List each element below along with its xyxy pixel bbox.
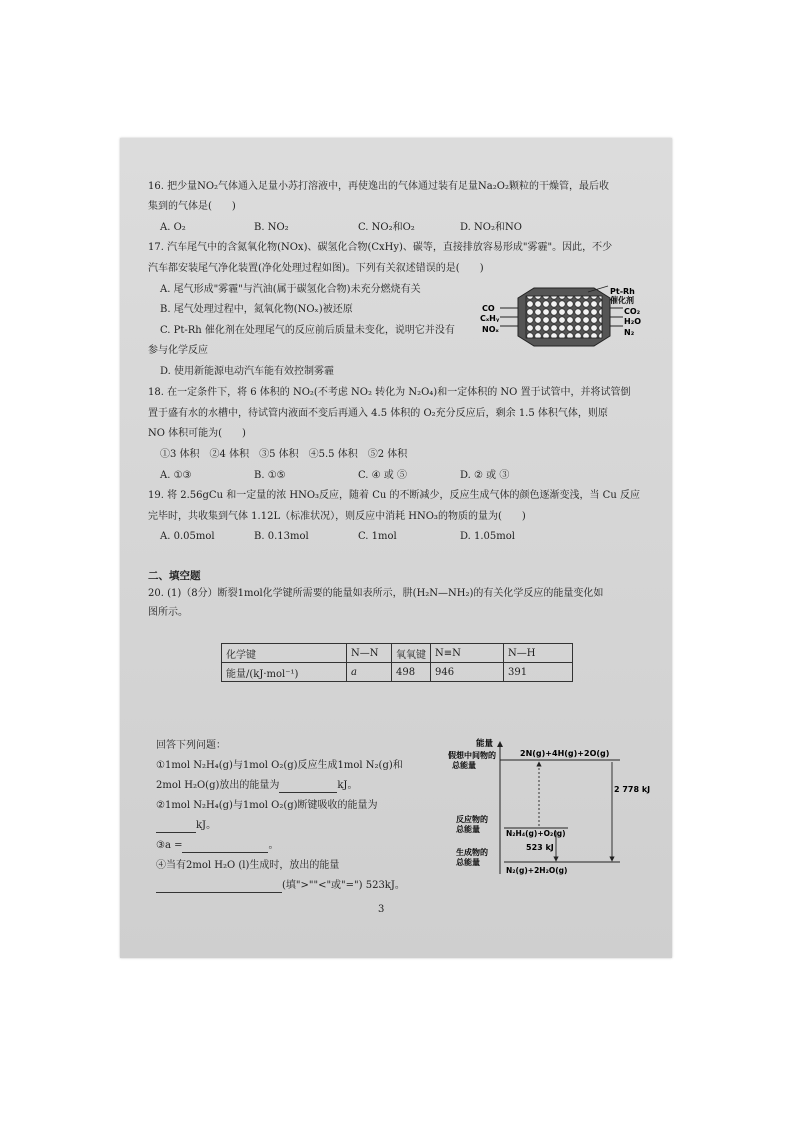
bot-level-label-1: 生成物的 bbox=[456, 848, 488, 857]
q16-option-c: C. NO₂和O₂ bbox=[358, 222, 415, 233]
energy-level-diagram bbox=[448, 736, 651, 876]
q17-option-c-cont: 参与化学反应 bbox=[148, 345, 208, 356]
output-co2: CO₂ bbox=[624, 307, 641, 316]
q20-sub4b-line bbox=[156, 879, 405, 893]
table-cell: 能量/(kJ·mol⁻¹) bbox=[222, 663, 347, 682]
bond-energy-table bbox=[221, 643, 573, 682]
q17-option-b: B. 尾气处理过程中，氮氧化物(NOₓ)被还原 bbox=[160, 304, 353, 315]
answer-blank-3[interactable] bbox=[182, 852, 268, 853]
q19-option-c: C. 1mol bbox=[358, 531, 397, 542]
input-nox: NOₓ bbox=[482, 325, 499, 334]
top-level-label-1: 假想中间物的 bbox=[448, 751, 496, 760]
table-row bbox=[222, 663, 573, 682]
table-cell: 946 bbox=[431, 663, 504, 682]
q19-option-d: D. 1.05mol bbox=[460, 531, 515, 542]
q18-option-b: B. ①⑤ bbox=[254, 470, 286, 481]
q20-sub3-end: 。 bbox=[268, 840, 279, 851]
q20-line2: 图所示。 bbox=[148, 607, 188, 618]
q19-line2: 完毕时，共收集到气体 1.12L（标准状况），则反应中消耗 HNO₃的物质的量为( ) bbox=[148, 511, 526, 522]
output-h2o: H₂O bbox=[624, 317, 641, 326]
exam-page bbox=[120, 138, 672, 958]
table-header: 化学键 bbox=[222, 644, 347, 663]
q20-sub4b: (填">""<"或"=") 523kJ。 bbox=[282, 880, 405, 891]
q16-option-a: A. O₂ bbox=[160, 222, 186, 233]
q16-line2: 集到的气体是( ) bbox=[148, 201, 236, 212]
output-n2: N₂ bbox=[624, 328, 635, 337]
bot-level-label-2: 总能量 bbox=[456, 858, 480, 867]
q20-line1: 20. (1)（8分）断裂1mol化学键所需要的能量如表所示，肼(H₂N—NH₂)的有关化学反应的能量变化如 bbox=[148, 588, 604, 599]
q18-line3: NO 体积可能为( ) bbox=[148, 428, 246, 439]
table-header: N≡N bbox=[431, 644, 504, 663]
mid-level-formula: N₂H₄(g)+O₂(g) bbox=[506, 829, 566, 838]
q20-sub4a: ④当有2mol H₂O (l)生成时，放出的能量 bbox=[156, 860, 340, 871]
mid-level-label-2: 总能量 bbox=[456, 825, 480, 834]
catalytic-converter-figure bbox=[478, 284, 650, 356]
answer-blank-4[interactable] bbox=[156, 892, 282, 893]
top-level-label-2: 总能量 bbox=[452, 761, 476, 770]
section-fill-in: 二、填空题 bbox=[148, 570, 201, 582]
q17-option-d: D. 使用新能源电动汽车能有效控制雾霾 bbox=[160, 366, 335, 377]
catalyst-label: Pt-Rh bbox=[610, 287, 635, 296]
energy-axis-label: 能量 bbox=[476, 739, 494, 749]
answer-blank-2[interactable] bbox=[156, 832, 196, 833]
q20-sub2a: ②1mol N₂H₄(g)与1mol O₂(g)断键吸收的能量为 bbox=[156, 800, 378, 811]
input-co: CO bbox=[482, 304, 495, 313]
top-level-formula: 2N(g)+4H(g)+2O(g) bbox=[520, 749, 610, 758]
mid-level-label-1: 反应物的 bbox=[456, 815, 488, 824]
q20-prompt: 回答下列问题： bbox=[156, 740, 226, 751]
q20-sub3-line bbox=[156, 839, 278, 853]
table-cell: a bbox=[347, 663, 392, 682]
table-cell: 498 bbox=[392, 663, 431, 682]
q20-sub1a: ①1mol N₂H₄(g)与1mol O₂(g)反应生成1mol N₂(g)和 bbox=[156, 760, 403, 771]
q18-option-c: C. ④ 或 ⑤ bbox=[358, 470, 407, 481]
q16-option-b: B. NO₂ bbox=[254, 222, 289, 233]
q18-option-d: D. ② 或 ③ bbox=[460, 470, 510, 481]
q17-option-c: C. Pt-Rh 催化剂在处理尾气的反应前后质量未变化，说明它并没有 bbox=[160, 325, 455, 336]
q20-sub2b-line bbox=[156, 819, 216, 833]
q19-option-b: B. 0.13mol bbox=[254, 531, 309, 542]
q19-line1: 19. 将 2.56gCu 和一定量的浓 HNO₃反应，随着 Cu 的不断减少，反应生成气体的颜色逐渐变浅，当 Cu 反应 bbox=[148, 490, 640, 501]
answer-blank-1[interactable] bbox=[279, 792, 337, 793]
q18-line1: 18. 在一定条件下，将 6 体积的 NO₂(不考虑 NO₂ 转化为 N₂O₄)和一定体积的 NO 置于试管中，并将试管倒 bbox=[148, 387, 631, 398]
q20-sub2b-unit: kJ。 bbox=[196, 820, 217, 831]
catalyst-label-2: 催化剂 bbox=[610, 296, 634, 305]
q17-line2: 汽车都安装尾气净化装置(净化处理过程如图)。下列有关叙述错误的是( ) bbox=[148, 263, 484, 274]
q18-choices: ①3 体积 ②4 体积 ③5 体积 ④5.5 体积 ⑤2 体积 bbox=[160, 449, 408, 460]
q20-sub1b-unit: kJ。 bbox=[337, 780, 358, 791]
q20-sub3: ③a = bbox=[156, 840, 183, 851]
q20-sub1b-line bbox=[156, 779, 357, 793]
value-523: 523 kJ bbox=[526, 843, 554, 852]
input-cxhy: CₓHᵧ bbox=[480, 314, 500, 323]
page-number: 3 bbox=[378, 904, 385, 915]
value-2778: 2 778 kJ bbox=[614, 785, 651, 794]
table-header: N—N bbox=[347, 644, 392, 663]
table-header-row bbox=[222, 644, 573, 663]
q18-option-a: A. ①③ bbox=[160, 470, 192, 481]
table-header: N—H bbox=[504, 644, 573, 663]
q16-line1: 16. 把少量NO₂气体通入足量小苏打溶液中，再使逸出的气体通过装有足量Na₂O₂颗粒的干燥管，最后收 bbox=[148, 181, 609, 192]
table-header: 氧氧键 bbox=[392, 644, 431, 663]
q16-option-d: D. NO₂和NO bbox=[460, 222, 522, 233]
q20-sub1b: 2mol H₂O(g)放出的能量为 bbox=[156, 780, 280, 791]
bot-level-formula: N₂(g)+2H₂O(g) bbox=[506, 866, 568, 875]
q19-option-a: A. 0.05mol bbox=[160, 531, 215, 542]
q18-line2: 置于盛有水的水槽中，待试管内液面不变后再通入 4.5 体积的 O₂充分反应后，剩余 1.5 体积气体，则原 bbox=[148, 408, 608, 419]
q17-line1: 17. 汽车尾气中的含氮氧化物(NOx)、碳氢化合物(CxHy)、碳等，直接排放容易形成"雾霾"。因此，不少 bbox=[148, 242, 613, 253]
q17-option-a: A. 尾气形成"雾霾"与汽油(属于碳氢化合物)未充分燃烧有关 bbox=[160, 284, 421, 295]
table-cell: 391 bbox=[504, 663, 573, 682]
